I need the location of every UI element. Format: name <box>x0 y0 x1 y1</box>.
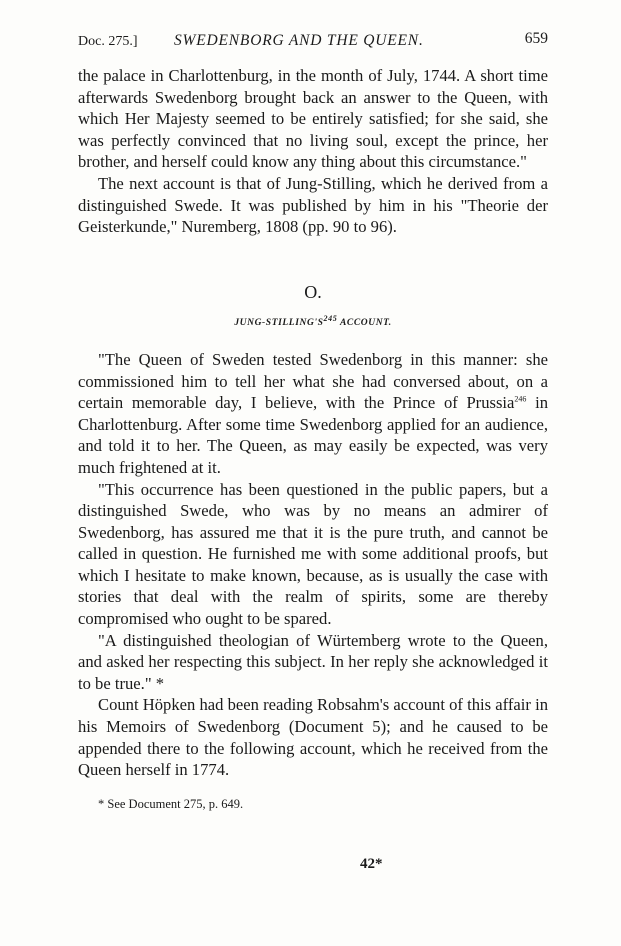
paragraph <box>78 349 548 479</box>
paragraph: The next account is that of Jung-Stilling, which he derived from a distinguished Swede. It was published by him in his "Theorie der Geisterkunde," Nuremberg, 1808 (pp. 90 to 96). <box>78 173 548 237</box>
page-header <box>78 28 548 52</box>
footnote: * See Document 275, p. 649. <box>98 796 244 811</box>
paragraph: "This occurrence has been questioned in the public papers, but a distinguished Swede, who was by no means an admirer of Swedenborg, has assured me that it is the pure truth, and cannot be called in question. He furnished me with some additional proofs, but which I hesitate to make known, because, as is usually the case with stories that deal with the realm of spirits, some are thereby compromised who ought to be spared. <box>78 479 548 629</box>
reference-marker: 246 <box>514 394 527 404</box>
document-reference: Doc. 275.] <box>78 34 138 49</box>
paragraph: the palace in Charlottenburg, in the month of July, 1744. A short time afterwards Swedenborg brought back an answer to the Queen, with which Her Majesty seemed to be entirely satisfied; for she said, she was perfectly convinced that no living soul, except the prince, her brother, and herself could know any thing about this circumstance." <box>78 66 548 172</box>
paragraph: "A distinguished theologian of Würtemberg wrote to the Queen, and asked her respecting this subject. In her reply she acknowledged it to be true." * <box>78 630 548 693</box>
section-title-text: JUNG-STILLING'S <box>234 318 324 329</box>
quote-text-continued: in Charlottenburg. After some time Swedenborg applied for an audience, and told it to her. The Queen, as may easily be expected, was very much frightened at it. <box>78 393 548 477</box>
section-title <box>78 313 548 335</box>
page-number: 659 <box>524 30 548 47</box>
paragraph: Count Höpken had been reading Robsahm's account of this affair in his Memoirs of Swedenborg (Document 5); and he caused to be appended there to the following account, which he received from the Queen herself in 1774. <box>78 695 548 780</box>
document-page <box>78 28 548 812</box>
quote-text: "The Queen of Sweden tested Swedenborg in this manner: she commissioned him to tell her what she had conversed about, on a certain memorable day, I believe, with the Prince of Prussia <box>78 349 548 413</box>
body-text <box>78 65 548 781</box>
signature-mark: 42* <box>360 856 383 872</box>
section-title-suffix: ACCOUNT. <box>339 318 392 329</box>
section-letter: O. <box>304 281 322 302</box>
section-title-reference: 245 <box>323 314 338 324</box>
running-title: SWEDENBORG AND THE QUEEN. <box>174 32 424 49</box>
